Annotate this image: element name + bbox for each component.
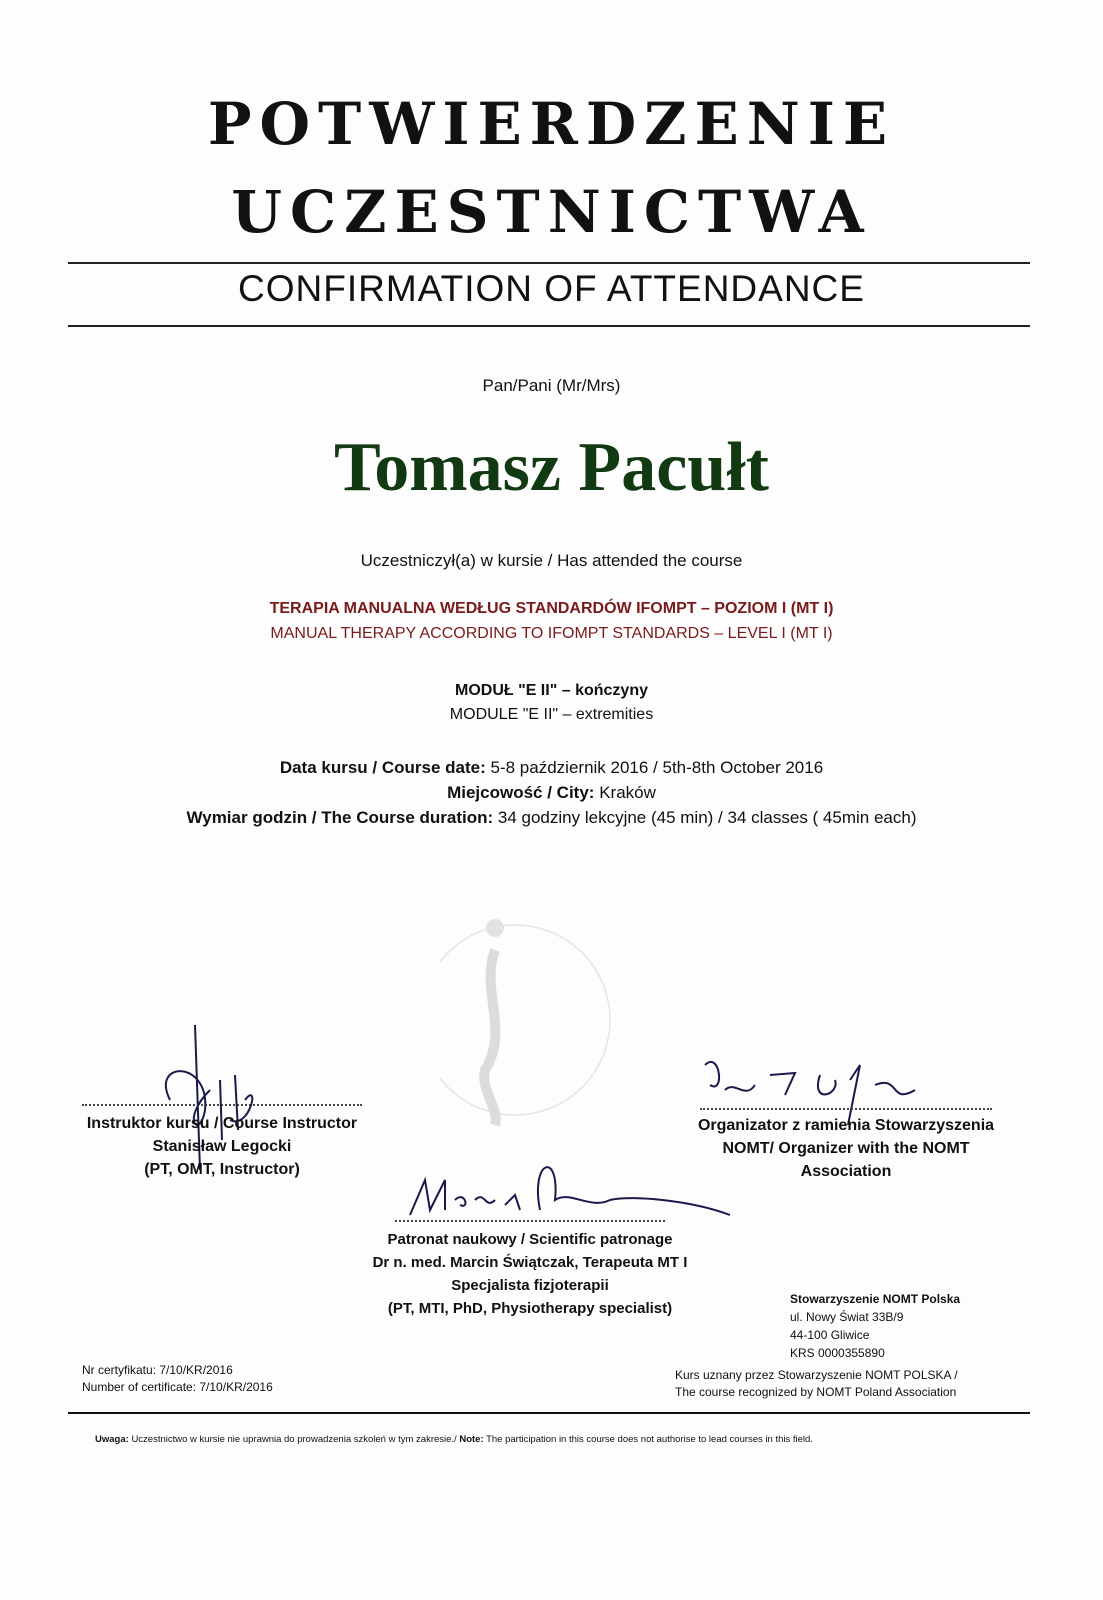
module-pl: MODUŁ "E II" – kończyny xyxy=(455,682,648,699)
city-label: Miejcowość / City: xyxy=(447,783,595,802)
salutation: Pan/Pani (Mr/Mrs) xyxy=(482,376,621,395)
note-text-en: The participation in this course does not authorise to lead courses in this field. xyxy=(486,1434,813,1445)
participant-name: Tomasz Pacułt xyxy=(334,429,769,506)
certificate-number-pl: Nr certyfikatu: 7/10/KR/2016 xyxy=(82,1363,233,1377)
title-pl-line1: POTWIERDZENIE xyxy=(207,90,896,158)
patron-specialty: Specjalista fizjoterapii xyxy=(451,1277,609,1294)
patron-signature xyxy=(390,1150,740,1230)
instructor-block xyxy=(82,1112,362,1181)
signature-line xyxy=(395,1220,665,1222)
organizer-line1: Organizator z ramienia Stowarzyszenia xyxy=(697,1117,995,1134)
patron-block xyxy=(330,1228,730,1320)
address-name: Stowarzyszenie NOMT Polska xyxy=(790,1292,961,1306)
recognition-pl: Kurs uznany przez Stowarzyszenie NOMT POLSKA / xyxy=(675,1368,958,1382)
duration-label: Wymiar godzin / The Course duration: xyxy=(186,808,494,827)
footer-divider xyxy=(68,1412,1030,1414)
city-value: Kraków xyxy=(599,783,656,802)
address-city: 44-100 Gliwice xyxy=(790,1328,870,1342)
attended-text: Uczestniczył(a) w kursie / Has attended the course xyxy=(360,551,743,570)
course-city xyxy=(0,783,1103,803)
certificate-number-en: Number of certificate: 7/10/KR/2016 xyxy=(82,1380,273,1394)
organizer-line3: Association xyxy=(800,1163,892,1180)
recognition-en: The course recognized by NOMT Poland Association xyxy=(675,1385,957,1399)
duration-value: 34 godziny lekcyjne (45 min) / 34 classes ( 45min each) xyxy=(497,808,917,827)
note-text-pl: Uczestnictwo w kursie nie uprawnia do prowadzenia szkoleń w tym zakresie./ xyxy=(131,1434,457,1445)
signature-line xyxy=(700,1108,992,1110)
note-label-en: Note: xyxy=(459,1434,484,1445)
course-title-pl: TERAPIA MANUALNA WEDŁUG STANDARDÓW IFOMPT – POZIOM I (MT I) xyxy=(269,600,834,617)
certificate-number xyxy=(82,1362,273,1396)
footer-note xyxy=(95,1434,813,1445)
instructor-credentials: (PT, OMT, Instructor) xyxy=(144,1161,300,1178)
title-pl-line2: UCZESTNICTWA xyxy=(231,178,872,246)
watermark-logo xyxy=(440,910,620,1130)
instructor-title: Instruktor kursu / Course Instructor xyxy=(86,1115,358,1132)
association-address xyxy=(790,1290,960,1362)
note-label-pl: Uwaga: xyxy=(95,1434,129,1445)
module-en: MODULE "E II" – extremities xyxy=(449,706,654,723)
divider xyxy=(68,262,1030,264)
course-duration xyxy=(0,808,1103,828)
patron-name: Dr n. med. Marcin Świątczak, Terapeuta MT I xyxy=(372,1254,688,1271)
course-date xyxy=(0,758,1103,778)
patron-title: Patronat naukowy / Scientific patronage xyxy=(387,1231,673,1248)
organizer-line2: NOMT/ Organizer with the NOMT xyxy=(722,1140,970,1157)
patron-credentials: (PT, MTI, PhD, Physiotherapy specialist) xyxy=(387,1300,673,1317)
title-en: CONFIRMATION OF ATTENDANCE xyxy=(238,268,865,309)
address-street: ul. Nowy Świat 33B/9 xyxy=(790,1310,904,1324)
date-label: Data kursu / Course date: xyxy=(279,758,486,777)
course-title-en: MANUAL THERAPY ACCORDING TO IFOMPT STANDARDS – LEVEL I (MT I) xyxy=(270,625,833,642)
recognition xyxy=(675,1367,958,1401)
instructor-name: Stanisław Legocki xyxy=(152,1138,292,1155)
date-value: 5-8 październik 2016 / 5th-8th October 2016 xyxy=(490,758,824,777)
address-krs: KRS 0000355890 xyxy=(790,1346,885,1360)
divider xyxy=(68,325,1030,327)
